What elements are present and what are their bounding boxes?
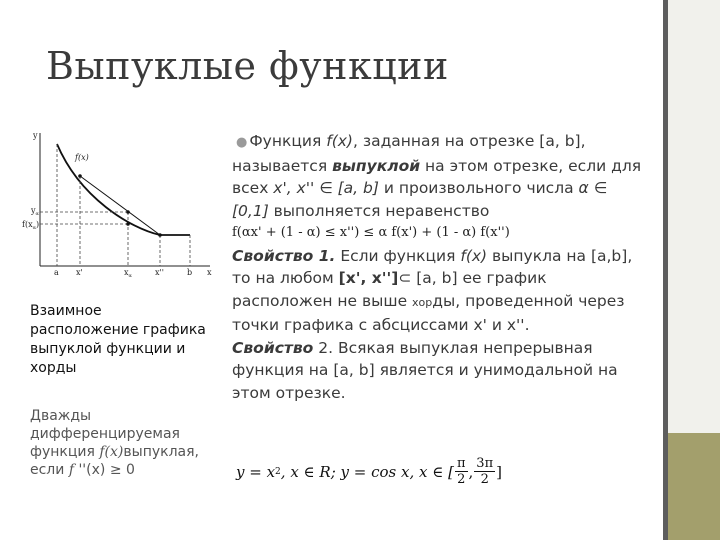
tick-x2: x'' (155, 268, 164, 277)
property1-paragraph: Свойство 1. Если функция f(x) выпукла на [a,b], то на любом [x', x'']⊂ [a, b] ее график расположен не выше хорды, проведенной через точки графика с абсциссами x' и x''. (232, 246, 633, 334)
convexity-inequality: f(αx' + (1 - α) ≤ x'') ≤ α f(x') + (1 - α) f(x'') (232, 225, 510, 240)
fraction-pi-2: $\frac{\pi}{2}$ (456, 456, 466, 487)
slide-title: Выпуклые функции (46, 44, 449, 88)
decor-accent (668, 433, 720, 540)
y-alpha-label: $y_\alpha$ (31, 206, 39, 217)
chord-line (80, 176, 160, 235)
property2-paragraph: Свойство 2. Всякая выпуклая непрерывная функция на [a, b] является и унимодальной на этом отрезке. (232, 338, 618, 402)
tick-xa: $x_\alpha$ (124, 268, 132, 278)
convex-function-graph (20, 128, 215, 278)
point-curve (126, 222, 130, 226)
definition-paragraph: ● Функция f(x), заданная на отрезке [a, b], называется выпуклой на этом отрезке, если для всех x', x'' ∈ [a, b] и произвольного числа α ∈ [0,1] выполняется неравенство (232, 132, 642, 220)
main-text (232, 130, 642, 404)
tick-a: a (54, 268, 59, 277)
bullet-icon: ● (236, 135, 248, 150)
curve-label: f(x) (75, 153, 89, 162)
fraction-3pi-2: $\frac{3\pi}{2}$ (476, 456, 494, 487)
example-formula: y = x 2 , x ∈ R; y = cos x, x ∈ [ $\frac{\pi}{2}$ , $\frac{3\pi}{2}$ ] (236, 456, 502, 487)
point-x1 (78, 174, 82, 178)
tick-x1: x' (76, 268, 83, 277)
graph-caption: Взаимное расположение графика выпуклой функции и хорды (30, 303, 206, 376)
twice-differentiable-note: Дважды дифференцируемая функция f(x)выпуклая, если f ''(x) ≥ 0 (30, 408, 199, 478)
y-axis-label: y (33, 131, 38, 140)
point-x2 (158, 233, 162, 237)
fx-alpha-label: $f(x_\alpha)$ (22, 220, 40, 231)
x-axis-label: x (207, 268, 212, 277)
tick-b: b (187, 268, 193, 277)
point-chord (126, 210, 130, 214)
